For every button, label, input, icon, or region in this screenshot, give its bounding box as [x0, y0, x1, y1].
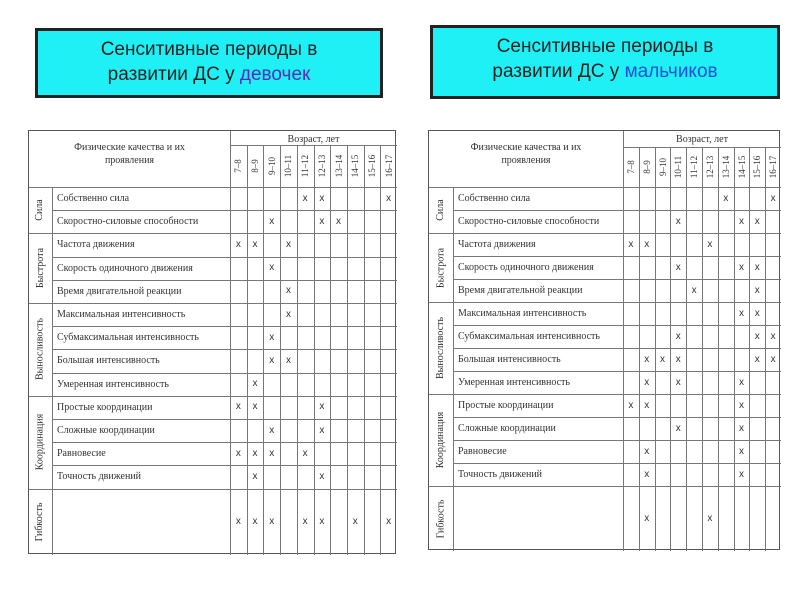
age-column-label: 11–12 [689, 155, 700, 179]
group-label: Координация [435, 411, 446, 469]
quality-row-label: Равновесие [458, 446, 507, 457]
sensitive-period-mark: x [691, 284, 697, 296]
sensitive-period-mark: x [738, 376, 744, 388]
sensitive-period-mark: x [707, 512, 713, 524]
age-column-label: 13–14 [720, 155, 731, 179]
age-column-label: 14–15 [736, 155, 747, 179]
group-label: Сила [435, 199, 446, 221]
age-column-label: 8–9 [641, 160, 652, 174]
age-column-label: 16–17 [383, 154, 394, 178]
boys-title-accent: мальчиков [624, 61, 718, 82]
sensitive-period-mark: x [738, 445, 744, 457]
sensitive-period-mark: x [252, 401, 258, 413]
quality-row-label: Частота движения [458, 239, 536, 250]
age-column-label: 15–16 [366, 154, 377, 178]
boys-title-line2 [433, 59, 777, 84]
age-column-label: 9–10 [266, 157, 277, 175]
grid-line [734, 147, 735, 551]
girls-title-line1: Сенситивные периоды в [100, 39, 318, 60]
sensitive-period-mark: x [302, 192, 308, 204]
group-label: Выносливость [435, 316, 446, 380]
age-column-label: 8–9 [250, 159, 261, 173]
boys-title-line1: Сенситивные периоды в [496, 36, 714, 57]
group-label: Координация [34, 413, 46, 471]
age-header: Возраст, лет [287, 134, 340, 145]
grid-line [230, 131, 231, 555]
quality-row-label: Частота движения [57, 239, 135, 251]
age-column-label: 7–8 [625, 160, 636, 174]
sensitive-period-mark: x [252, 378, 258, 390]
grid-line [702, 147, 703, 551]
age-column-label: 11–12 [300, 154, 311, 178]
quality-row-label: Скоростно-силовые способности [57, 216, 199, 228]
grid-line [670, 147, 671, 551]
quality-row-label: Максимальная интенсивность [57, 309, 186, 320]
sensitive-period-mark: x [628, 238, 634, 250]
age-column-label: 12–13 [704, 155, 715, 179]
sensitive-period-mark: x [628, 399, 634, 411]
girls-title-accent: девочек [239, 64, 311, 85]
quality-row-label: Сложные координации [57, 425, 155, 436]
sensitive-period-mark: x [252, 471, 258, 482]
grid-line [453, 187, 454, 551]
sensitive-period-mark: x [644, 399, 650, 411]
quality-row-label: Скоростно-силовые способности [458, 216, 600, 227]
grid-line [429, 486, 781, 487]
sensitive-period-mark: x [754, 261, 760, 273]
quality-row-label: Субмаксимальная интенсивность [458, 331, 600, 342]
quality-row-label: Собственно сила [57, 193, 130, 204]
sensitive-period-mark: x [285, 355, 291, 366]
quality-row-label: Точность движений [57, 471, 142, 483]
sensitive-period-mark: x [644, 468, 650, 480]
quality-row-label: Скорость одиночного движения [57, 262, 193, 274]
quality-row-label: Точность движений [458, 469, 543, 480]
sensitive-period-mark: x [319, 471, 325, 482]
sensitive-period-mark: x [235, 515, 241, 527]
boys-title-prefix: развитии ДС у [492, 61, 625, 82]
group-label: Гибкость [34, 502, 46, 542]
sensitive-period-mark: x [738, 261, 744, 273]
boys-sensitive-periods-table [428, 130, 780, 550]
sensitive-period-mark: x [675, 215, 681, 227]
sensitive-period-mark: x [754, 284, 760, 296]
sensitive-period-mark: x [269, 331, 275, 343]
sensitive-period-mark: x [738, 399, 744, 411]
sensitive-period-mark: x [386, 515, 392, 527]
sensitive-period-mark: x [707, 238, 713, 250]
age-column-label: 10–11 [283, 154, 294, 178]
sensitive-period-mark: x [675, 422, 681, 434]
quality-row-label: Умеренная интенсивность [458, 377, 570, 388]
age-column-label: 16–17 [768, 155, 779, 179]
sensitive-period-mark: x [269, 262, 275, 274]
quality-row-label: Субмаксимальная интенсивность [57, 332, 199, 344]
sensitive-period-mark: x [754, 307, 760, 319]
sensitive-period-mark: x [738, 215, 744, 227]
sensitive-period-mark: x [269, 515, 275, 527]
age-column-label: 9–10 [657, 158, 668, 176]
quality-row-label: Простые координации [57, 401, 153, 413]
group-label: Выносливость [34, 318, 46, 381]
table-frame [428, 130, 780, 550]
quality-row-label: Простые координации [458, 400, 554, 411]
grid-line [639, 147, 640, 551]
age-column-label: 10–11 [673, 155, 684, 179]
sensitive-period-mark: x [319, 515, 325, 527]
quality-row-label: Сложные координации [458, 423, 556, 434]
sensitive-period-mark: x [738, 422, 744, 434]
sensitive-period-mark: x [252, 447, 258, 459]
sensitive-period-mark: x [675, 330, 681, 342]
group-label: Быстрота [34, 248, 46, 289]
sensitive-period-mark: x [754, 353, 760, 365]
grid-line [765, 147, 766, 551]
sensitive-period-mark: x [252, 239, 258, 250]
sensitive-period-mark: x [754, 215, 760, 227]
sensitive-period-mark: x [675, 261, 681, 273]
age-column-label: 12–13 [316, 154, 327, 178]
age-column-label: 13–14 [333, 154, 344, 178]
sensitive-period-mark: x [319, 215, 325, 227]
sensitive-period-mark: x [770, 192, 776, 204]
sensitive-period-mark: x [235, 447, 241, 459]
sensitive-period-mark: x [675, 353, 681, 365]
qualities-header: Физические качества и их проявления [74, 142, 185, 166]
age-column-label: 15–16 [752, 155, 763, 179]
sensitive-period-mark: x [352, 515, 358, 527]
quality-row-label: Большая интенсивность [57, 355, 160, 367]
sensitive-period-mark: x [302, 515, 308, 527]
sensitive-period-mark: x [675, 376, 681, 388]
age-header: Возраст, лет [676, 134, 728, 145]
sensitive-period-mark: x [235, 401, 241, 413]
table-frame [28, 130, 396, 554]
sensitive-period-mark: x [386, 192, 392, 204]
quality-row-label: Время двигательной реакции [57, 285, 182, 297]
sensitive-period-mark: x [738, 307, 744, 319]
sensitive-period-mark: x [770, 330, 776, 342]
group-label: Сила [34, 199, 46, 221]
sensitive-period-mark: x [285, 308, 291, 320]
age-column-label: 14–15 [350, 154, 361, 178]
quality-row-label: Время двигательной реакции [458, 285, 583, 296]
sensitive-period-mark: x [754, 330, 760, 342]
girls-title-box [35, 28, 383, 98]
sensitive-period-mark: x [319, 401, 325, 413]
sensitive-period-mark: x [302, 447, 308, 459]
sensitive-period-mark: x [659, 353, 665, 365]
girls-sensitive-periods-table [28, 130, 396, 554]
grid-line [29, 489, 397, 490]
boys-title-box [430, 25, 780, 99]
quality-row-label: Равновесие [57, 448, 106, 460]
quality-row-label: Большая интенсивность [458, 354, 561, 365]
sensitive-period-mark: x [644, 445, 650, 457]
sensitive-period-mark: x [644, 376, 650, 388]
group-label: Быстрота [435, 247, 446, 288]
sensitive-period-mark: x [723, 192, 729, 204]
sensitive-period-mark: x [644, 512, 650, 524]
sensitive-period-mark: x [644, 353, 650, 365]
sensitive-period-mark: x [319, 192, 325, 204]
grid-line [749, 147, 750, 551]
sensitive-period-mark: x [235, 239, 241, 250]
grid-line [52, 187, 53, 555]
sensitive-period-mark: x [319, 424, 325, 436]
girls-title-line2 [38, 62, 380, 87]
sensitive-period-mark: x [269, 447, 275, 459]
girls-title-prefix: развитии ДС у [107, 64, 240, 85]
sensitive-period-mark: x [252, 515, 258, 527]
quality-row-label: Максимальная интенсивность [458, 308, 587, 319]
sensitive-period-mark: x [269, 424, 275, 436]
grid-line [718, 147, 719, 551]
quality-row-label: Собственно сила [458, 193, 531, 204]
sensitive-period-mark: x [738, 468, 744, 480]
sensitive-period-mark: x [336, 215, 342, 227]
quality-row-label: Умеренная интенсивность [57, 378, 169, 390]
sensitive-period-mark: x [285, 285, 291, 297]
sensitive-period-mark: x [269, 355, 275, 366]
group-label: Гибкость [435, 499, 446, 538]
qualities-header: Физические качества и их проявления [470, 142, 582, 166]
sensitive-period-mark: x [770, 353, 776, 365]
grid-line [655, 147, 656, 551]
sensitive-period-mark: x [269, 215, 275, 227]
quality-row-label: Скорость одиночного движения [458, 262, 594, 273]
grid-line [686, 147, 687, 551]
grid-line [623, 131, 624, 551]
sensitive-period-mark: x [285, 239, 291, 250]
age-column-label: 7–8 [233, 159, 244, 173]
sensitive-period-mark: x [644, 238, 650, 250]
